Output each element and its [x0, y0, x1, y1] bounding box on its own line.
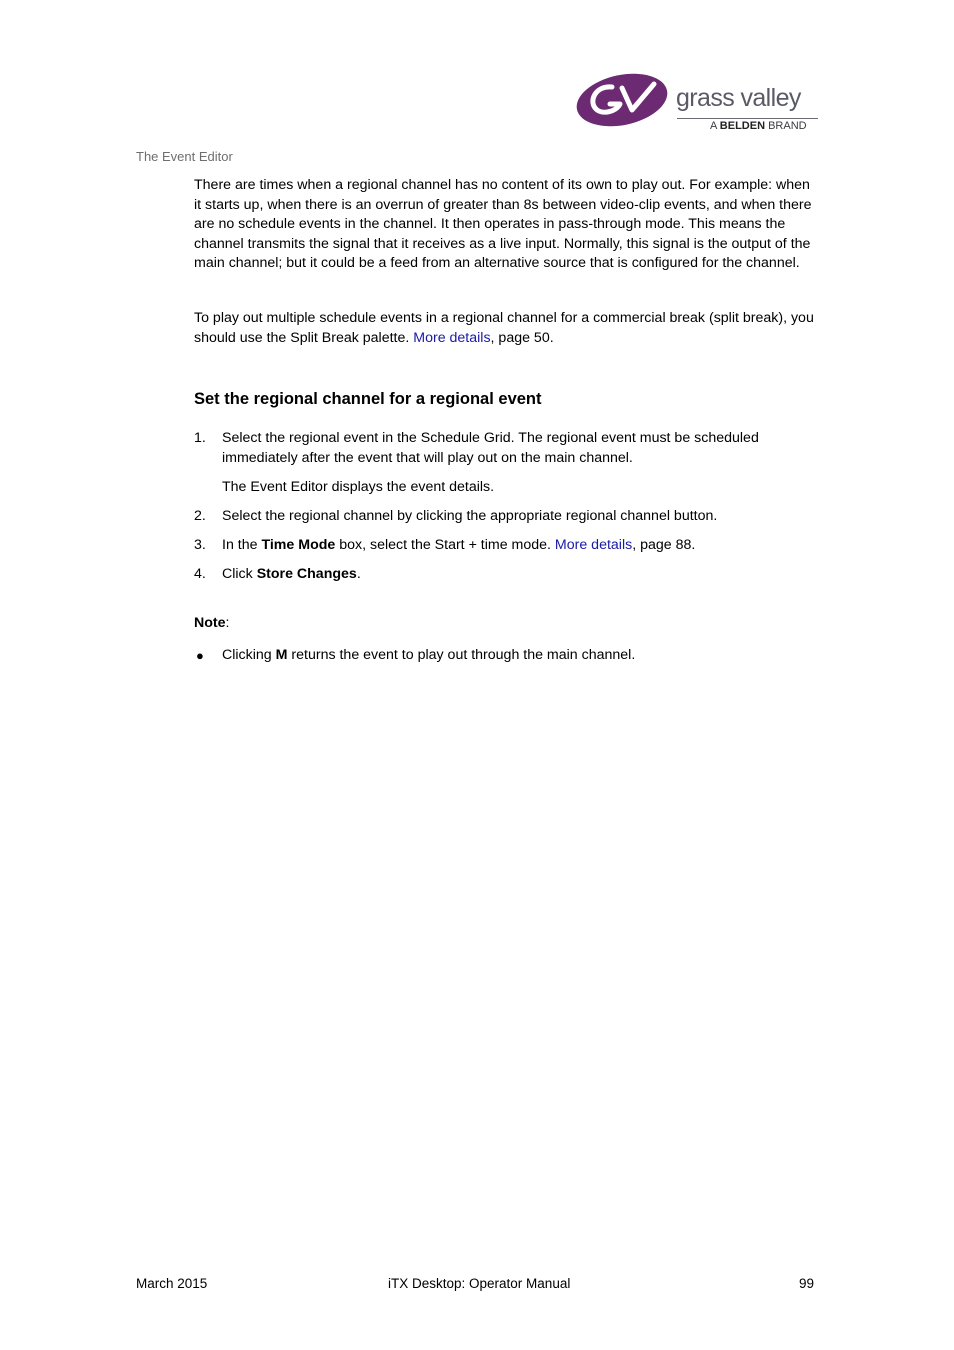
note-label-text: Note	[194, 615, 226, 631]
time-mode-term: Time Mode	[261, 537, 336, 553]
grass-valley-logo	[574, 70, 822, 134]
note-label	[194, 614, 819, 634]
footer-date: March 2015	[136, 1276, 208, 1291]
step-text-4	[222, 565, 822, 585]
gv-badge-icon	[574, 70, 674, 128]
intro-paragraph-2-page: , page 50.	[490, 329, 554, 346]
step-3-page: , page 88.	[632, 537, 696, 553]
store-changes-term: Store Changes	[256, 566, 357, 582]
step-3-before: In the	[222, 537, 262, 553]
logo-wordmark: grass valley	[676, 84, 801, 112]
note-item-after: returns the event to play out through the main channel.	[287, 647, 636, 663]
note-item-before: Clicking	[222, 647, 276, 663]
note-colon: :	[225, 615, 230, 631]
logo-tagline-suffix: BRAND	[768, 120, 807, 132]
footer-title: iTX Desktop: Operator Manual	[388, 1276, 571, 1291]
step-3-after: box, select the Start + time mode.	[335, 537, 555, 553]
m-button-term: M	[275, 647, 288, 663]
footer-page-number: 99	[799, 1276, 815, 1291]
step-number-1: 1.	[194, 430, 206, 446]
section-heading: Set the regional channel for a regional event	[194, 390, 542, 408]
step-number-2: 2.	[194, 508, 206, 524]
logo-tagline	[710, 121, 807, 132]
step-text-2: Select the regional channel by clicking the appropriate regional channel button.	[222, 508, 718, 524]
logo-tagline-prefix: A	[710, 120, 717, 132]
step-number-4: 4.	[194, 566, 206, 582]
logo-divider	[677, 118, 818, 119]
running-head: The Event Editor	[136, 149, 233, 164]
step-4-after: .	[356, 566, 361, 582]
intro-paragraph-2-text: To play out multiple schedule events in a regional channel for a commercial break (split break), you should use the Split Break palette.	[194, 310, 814, 346]
intro-paragraph-1: There are times when a regional channel has no content of its own to play out. For example: when it starts up, when there is an overrun of greater than 8s between video-clip events, and when there are no schedule events in the channel. It then operates in pass-through mode. This means the channel transmits the signal that it receives as a live input. Normally, this signal is the output of the main channel; but it could be a feed from an alternative source that is configured for the channel.	[194, 177, 812, 271]
more-details-link-2[interactable]: More details	[554, 537, 633, 553]
step-text-3	[222, 536, 822, 556]
more-details-link[interactable]: More details	[413, 329, 491, 346]
logo-tagline-brand: BELDEN	[719, 120, 766, 132]
intro-paragraph-2	[194, 309, 819, 348]
step-number-3: 3.	[194, 537, 206, 553]
note-item	[222, 646, 822, 666]
bullet-icon: ●	[196, 648, 204, 663]
step-result-1: The Event Editor displays the event details.	[222, 479, 495, 495]
step-4-before: Click	[222, 566, 257, 582]
step-text-1: Select the regional event in the Schedule Grid. The regional event must be scheduled immediately after the event that will play out on the main channel.	[222, 430, 759, 466]
